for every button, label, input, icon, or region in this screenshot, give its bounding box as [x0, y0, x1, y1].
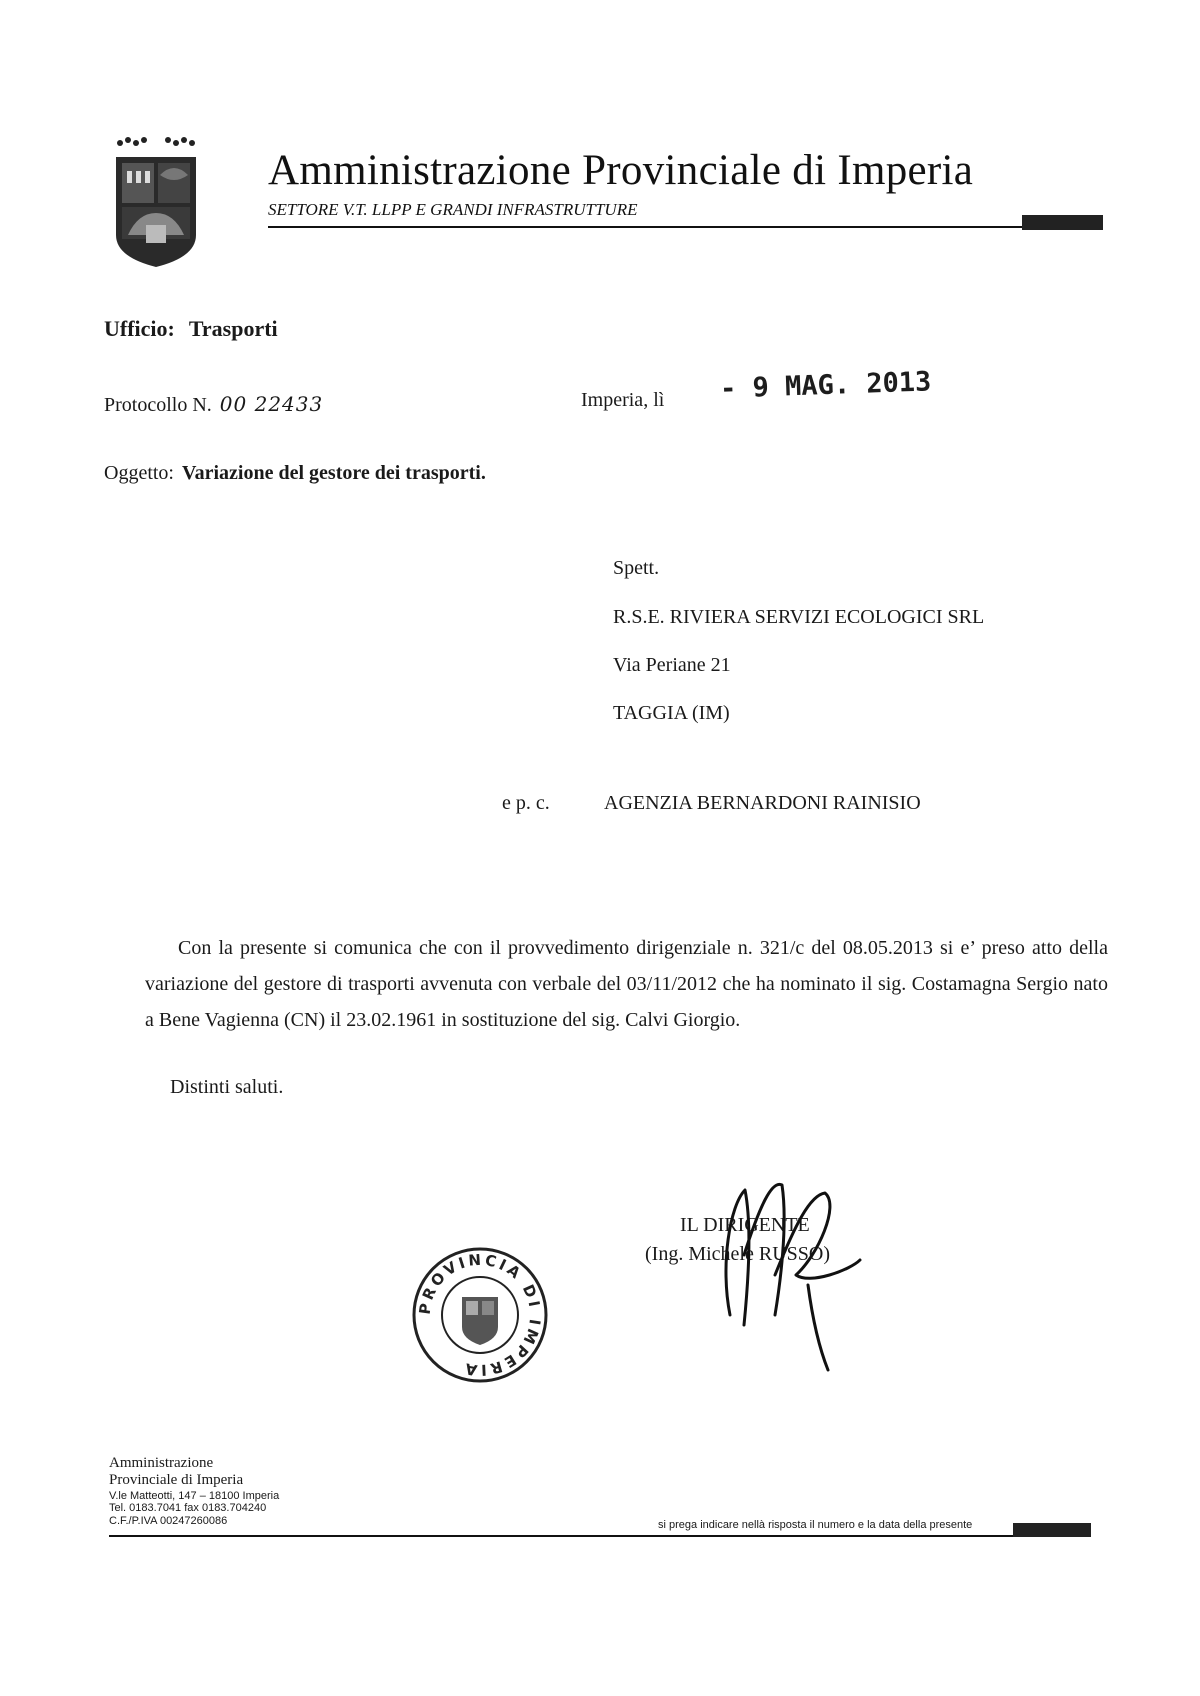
- footer-divider: [109, 1535, 1091, 1537]
- footer-line-2: Provinciale di Imperia: [109, 1472, 244, 1489]
- signer-title: IL DIRIGENTE: [680, 1214, 810, 1236]
- signer-name: (Ing. Michele RUSSO): [645, 1243, 830, 1265]
- closing-line: Distinti saluti.: [170, 1076, 284, 1098]
- subject-value: Variazione del gestore dei trasporti.: [182, 462, 486, 484]
- organization-name: Amministrazione Provinciale di Imperia: [268, 147, 974, 194]
- place-date-label: Imperia, lì: [581, 389, 665, 411]
- footer-bar-block: [1013, 1523, 1091, 1537]
- footer-note: si prega indicare nellà risposta il numero e la data della presente: [658, 1519, 973, 1531]
- header-bar-block: [1022, 215, 1103, 230]
- sector-name: SETTORE V.T. LLPP E GRANDI INFRASTRUTTURE: [268, 200, 638, 219]
- handwritten-signature: [700, 1165, 870, 1375]
- letter-body: [145, 930, 1108, 1038]
- cc-label: e p. c.: [502, 792, 550, 814]
- date-stamp: - 9 MAG. 2013: [719, 366, 932, 405]
- subject-line: [104, 462, 486, 485]
- seal-text: PROVINCIA DI IMPERIA: [415, 1250, 545, 1380]
- official-seal: [410, 1245, 550, 1385]
- footer-line-4: Tel. 0183.7041 fax 0183.704240: [109, 1502, 267, 1515]
- subject-label: Oggetto:: [104, 462, 174, 484]
- office-label: Ufficio:: [104, 316, 175, 341]
- coat-of-arms-icon: [110, 135, 202, 269]
- protocol-line: [104, 392, 323, 417]
- recipient-salutation: Spett.: [613, 557, 660, 579]
- office-line: [104, 316, 278, 342]
- recipient-street: Via Periane 21: [613, 654, 731, 676]
- footer-line-5: C.F./P.IVA 00247260086: [109, 1514, 228, 1527]
- cc-name: AGENZIA BERNARDONI RAINISIO: [604, 792, 921, 814]
- footer-address: [109, 1455, 279, 1527]
- body-paragraph: Con la presente si comunica che con il provvedimento dirigenziale n. 321/c del 08.05.2013 si e’ preso atto della variazione del gestore di trasporti avvenuta con verbale del 03/11/2012 che ha nominato il sig. Costamagna Sergio nato a Bene Vagienna (CN) il 23.02.1961 in sostituzione del sig. Calvi Giorgio.: [145, 937, 1108, 1031]
- protocol-number: 00 22433: [219, 392, 324, 416]
- protocol-label: Protocollo N.: [104, 394, 212, 416]
- footer-line-3: V.le Matteotti, 147 – 18100 Imperia: [109, 1489, 280, 1502]
- header-divider: [268, 226, 1103, 228]
- recipient-city: TAGGIA (IM): [613, 702, 730, 724]
- office-value: Trasporti: [188, 316, 278, 341]
- recipient-name: R.S.E. RIVIERA SERVIZI ECOLOGICI SRL: [613, 606, 985, 628]
- footer-line-1: Amministrazione: [109, 1455, 214, 1471]
